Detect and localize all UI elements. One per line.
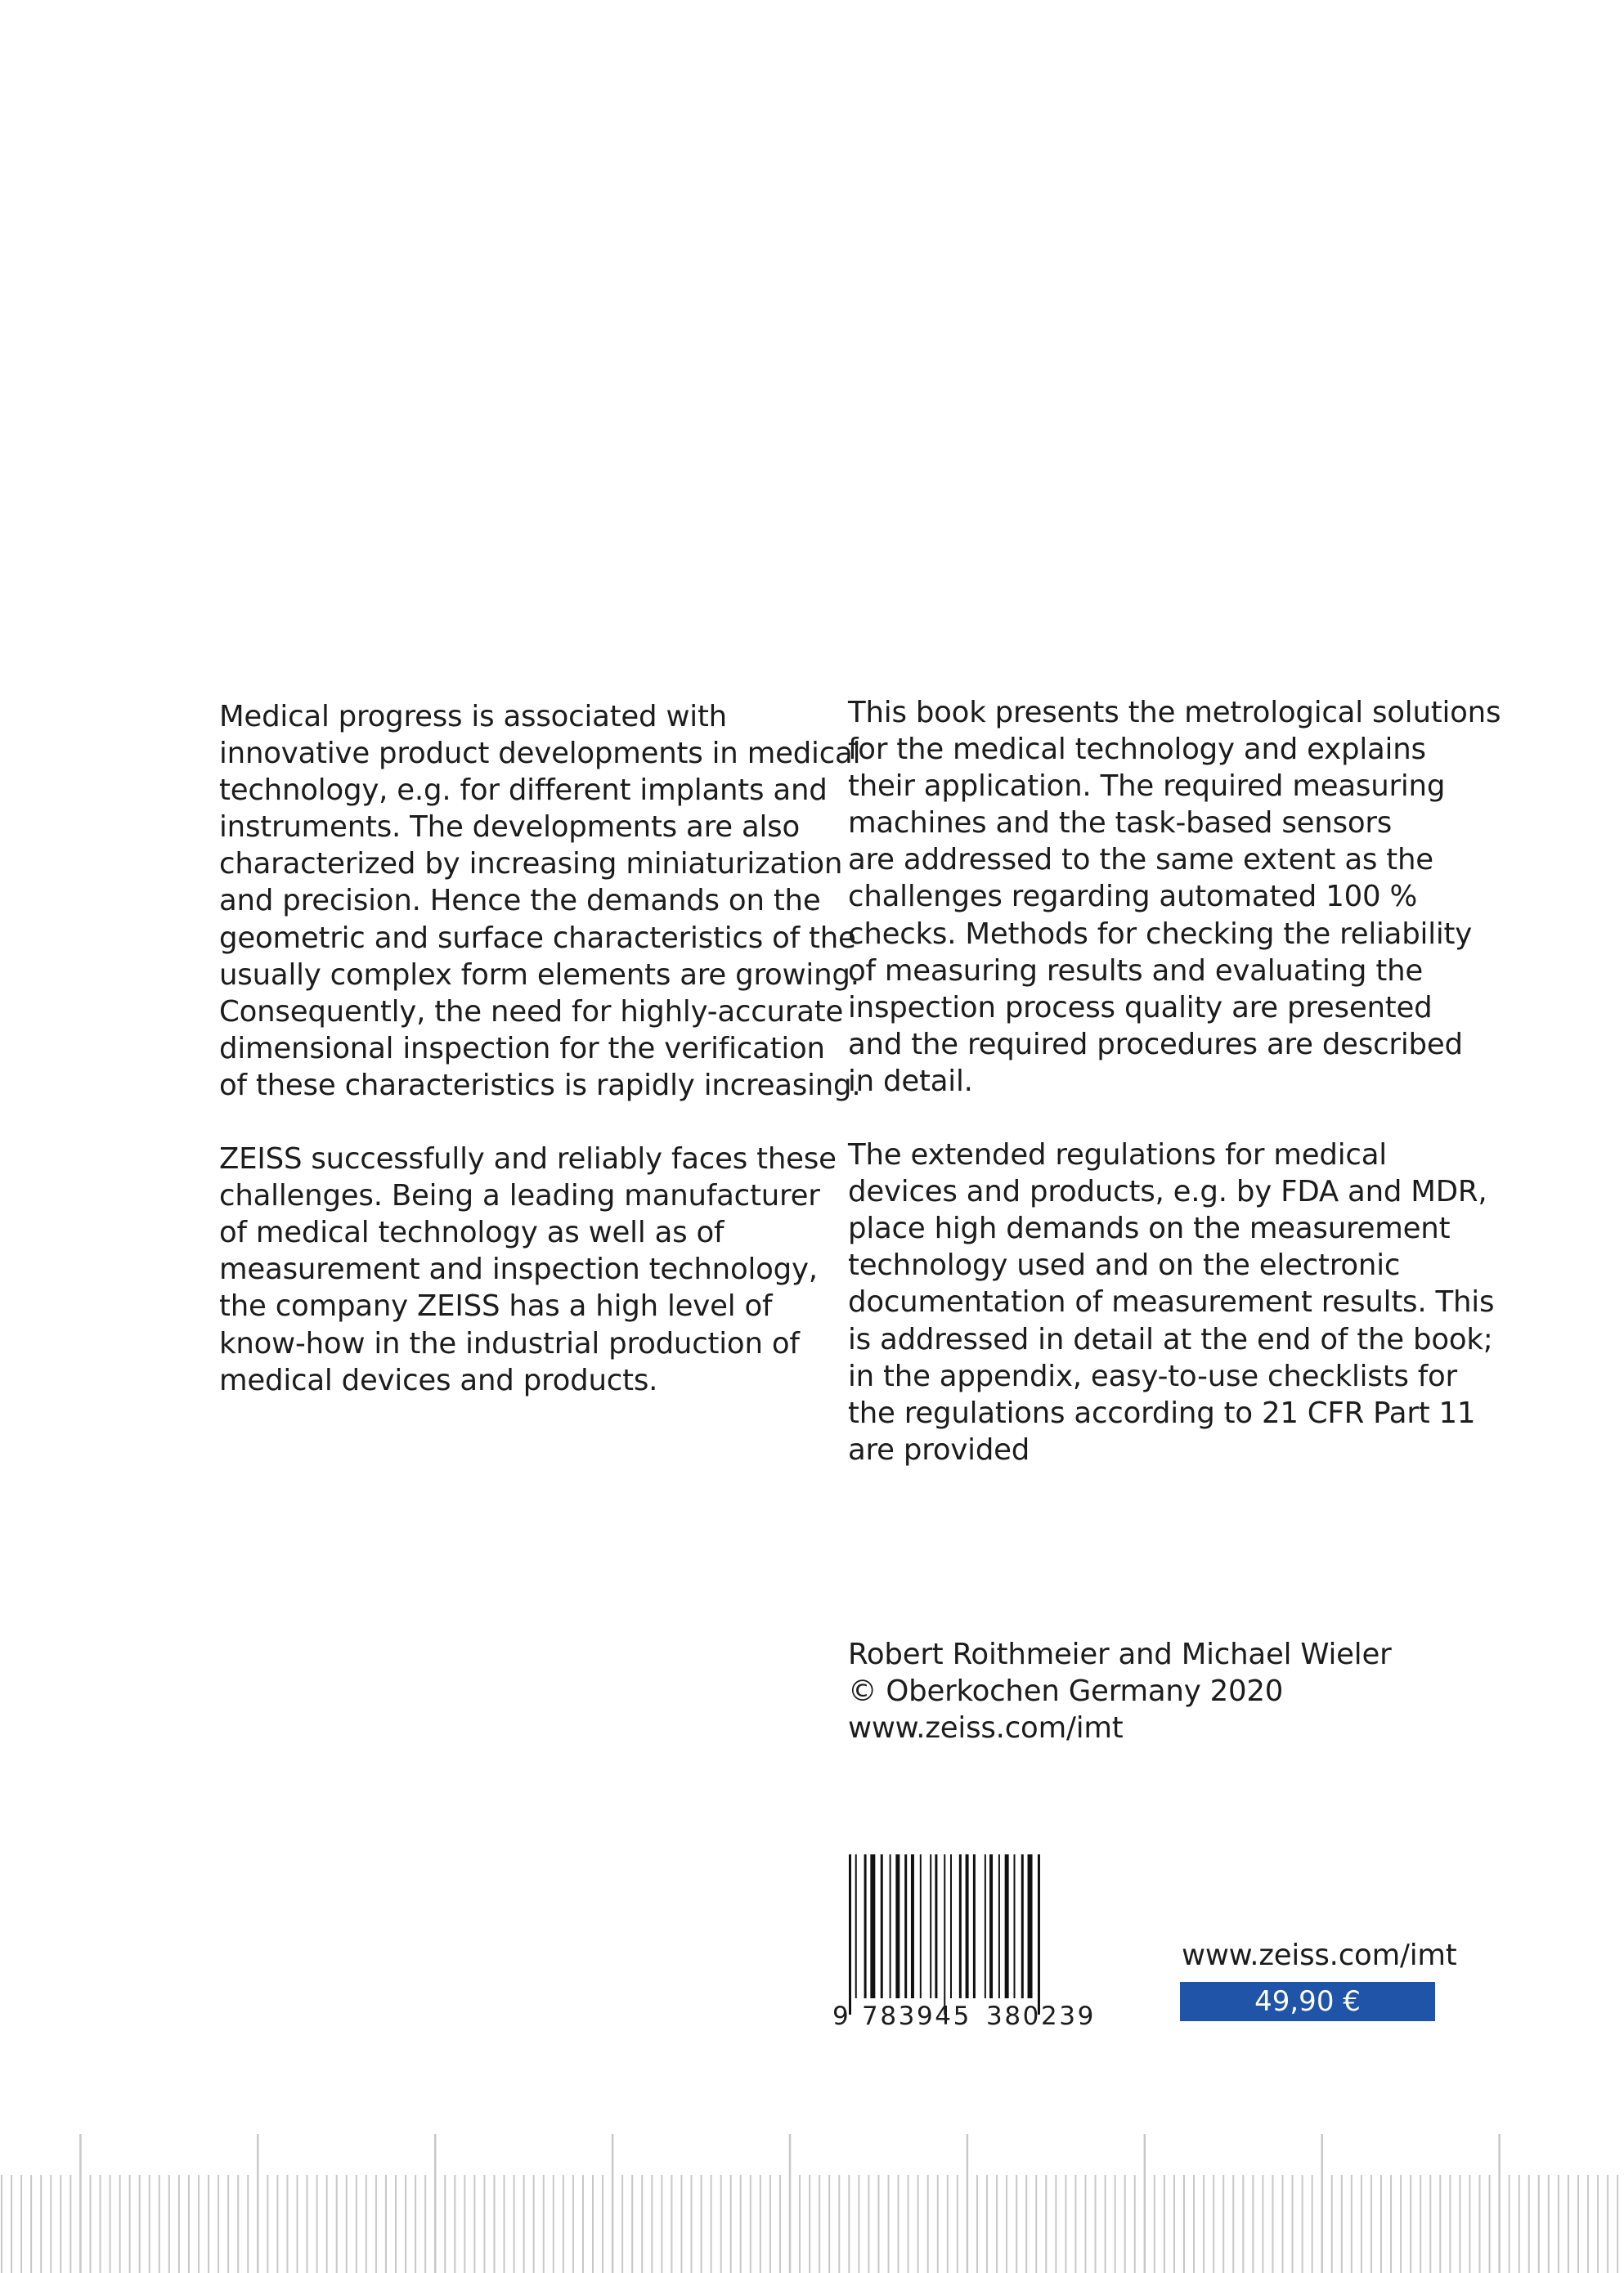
text-line: is addressed in detail at the end of the book; — [848, 1322, 1493, 1356]
text-line: for the medical technology and explains — [848, 733, 1426, 767]
price-value: 49,90 € — [1254, 1985, 1361, 2018]
barcode-bar — [911, 1854, 914, 1998]
price-tag — [1180, 1982, 1435, 2021]
text-line: checks. Methods for checking the reliability — [848, 917, 1473, 951]
description-left-column — [219, 698, 861, 1399]
paragraph-book-presents — [848, 694, 1501, 1100]
description-right-column — [848, 694, 1501, 1468]
barcode-left-group: 783945 — [862, 2002, 971, 2031]
barcode-bar — [1014, 1854, 1016, 1998]
text-line: technology used and on the electronic — [848, 1249, 1401, 1283]
barcode-bar — [855, 1854, 857, 1998]
isbn-barcode — [832, 1854, 1110, 2036]
barcode-bar — [985, 1854, 986, 1998]
text-line: innovative product developments in medical — [219, 737, 861, 771]
text-line: dimensional inspection for the verification — [219, 1031, 825, 1065]
text-line: in the appendix, easy-to-use checklists for — [848, 1359, 1457, 1393]
barcode-bar — [890, 1854, 891, 1998]
credits-block — [848, 1636, 1392, 1746]
barcode-bar — [849, 1854, 851, 2015]
text-line: technology, e.g. for different implants and — [219, 773, 828, 808]
text-line: of these characteristics is rapidly increasing. — [219, 1068, 861, 1102]
barcode-bar — [1021, 1854, 1024, 1998]
text-line: geometric and surface characteristics of the — [219, 921, 856, 955]
barcode-bar — [973, 1854, 976, 1998]
barcode-bars — [849, 1854, 1110, 2015]
text-line: medical devices and products. — [219, 1363, 658, 1397]
text-line: documentation of measurement results. This — [848, 1285, 1495, 1320]
barcode-bar — [895, 1854, 899, 1998]
barcode-bar — [989, 1854, 993, 1998]
text-line: know-how in the industrial production of — [219, 1326, 800, 1361]
text-line: and precision. Hence the demands on the — [219, 884, 821, 918]
barcode-bar — [904, 1854, 907, 1998]
text-line: devices and products, e.g. by FDA and MDR, — [848, 1175, 1487, 1209]
text-line: usually complex form elements are growing. — [219, 957, 859, 992]
barcode-bar — [950, 1854, 952, 1998]
barcode-bar — [1028, 1854, 1033, 1998]
barcode-right-group: 380239 — [986, 2002, 1096, 2031]
text-line: the regulations according to 21 CFR Part 11 — [848, 1396, 1476, 1430]
text-line: their application. The required measuring — [848, 769, 1446, 804]
barcode-bar — [870, 1854, 875, 1998]
barcode-lead-digit: 9 — [832, 2002, 851, 2031]
barcode-bar — [998, 1854, 1000, 1998]
shop-url[interactable]: www.zeiss.com/imt — [1182, 1939, 1457, 1972]
barcode-bar — [935, 1854, 937, 1998]
barcode-bar — [881, 1854, 883, 1998]
copyright-line: © Oberkochen Germany 2020 — [848, 1674, 1284, 1709]
text-line: and the required procedures are described — [848, 1027, 1463, 1061]
text-line: in detail. — [848, 1064, 973, 1098]
text-line: of medical technology as well as of — [219, 1216, 725, 1250]
barcode-bar — [1038, 1854, 1040, 2015]
paragraph-medical-progress — [219, 698, 861, 1104]
text-line: characterized by increasing miniaturization — [219, 847, 843, 881]
text-line: the company ZEISS has a high level of — [219, 1289, 773, 1324]
paragraph-regulations — [848, 1136, 1495, 1468]
barcode-bar — [920, 1854, 922, 1998]
text-line: instruments. The developments are also — [219, 810, 800, 845]
text-line: Consequently, the need for highly-accurate — [219, 994, 844, 1029]
text-line: of measuring results and evaluating the — [848, 953, 1424, 988]
text-line: Medical progress is associated with — [219, 700, 727, 733]
text-line: The extended regulations for medical — [848, 1138, 1387, 1172]
barcode-bar — [959, 1854, 962, 1998]
text-line: challenges. Being a leading manufacturer — [219, 1179, 820, 1213]
barcode-bar — [966, 1854, 969, 1998]
text-line: challenges regarding automated 100 % — [848, 880, 1418, 914]
barcode-bar — [864, 1854, 867, 1998]
barcode-bar — [930, 1854, 931, 1998]
text-line: are addressed to the same extent as the — [848, 843, 1433, 877]
text-line: place high demands on the measurement — [848, 1212, 1451, 1246]
barcode-bar — [1005, 1854, 1009, 1998]
authors: Robert Roithmeier and Michael Wieler — [848, 1638, 1392, 1671]
text-line: are provided — [848, 1432, 1030, 1467]
paragraph-zeiss-challenges — [219, 1141, 841, 1399]
text-line: machines and the task-based sensors — [848, 806, 1393, 841]
text-line: inspection process quality are presented — [848, 990, 1433, 1024]
text-line: measurement and inspection technology, — [219, 1253, 818, 1287]
website-link[interactable]: www.zeiss.com/imt — [848, 1711, 1124, 1746]
text-line: ZEISS successfully and reliably faces these — [219, 1142, 837, 1177]
text-line: This book presents the metrological solutions — [848, 696, 1501, 729]
barcode-bar — [944, 1854, 945, 2015]
ruler-decoration — [0, 2126, 1624, 2273]
